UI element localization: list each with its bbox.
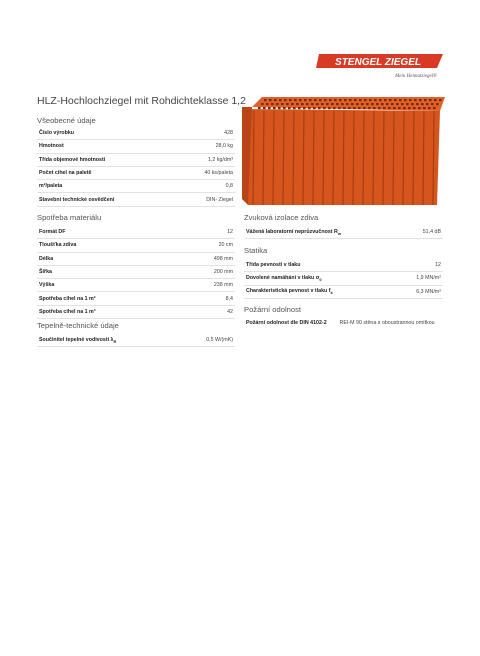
brick-hole xyxy=(383,107,386,109)
brick-hole xyxy=(301,103,304,105)
brick-hole xyxy=(366,103,369,105)
brick-hole xyxy=(283,107,286,109)
spec-value: 1,2 kg/dm³ xyxy=(177,153,235,166)
brick-hole xyxy=(294,99,297,101)
spec-row xyxy=(244,285,443,298)
brick-hole xyxy=(434,99,437,101)
brick-hole xyxy=(389,99,392,101)
brick-hole xyxy=(406,103,409,105)
spec-row xyxy=(37,140,235,153)
brick-hole xyxy=(298,107,301,109)
brick-hole xyxy=(353,107,356,109)
brick-hole xyxy=(319,99,322,101)
brick-hole xyxy=(309,99,312,101)
brick-hole xyxy=(421,103,424,105)
brick-hole xyxy=(329,99,332,101)
thermal-label-sub: R xyxy=(113,338,117,344)
spec-row xyxy=(37,239,235,252)
brick-hole xyxy=(416,103,419,105)
spec-value: 8,4 xyxy=(180,292,235,305)
spec-row xyxy=(244,272,443,285)
acoustic-label-sub: w xyxy=(337,230,341,236)
brick-hole xyxy=(326,103,329,105)
brick-hole xyxy=(293,107,296,109)
brick-hole xyxy=(433,107,436,109)
brick-hole xyxy=(423,107,426,109)
brick-hole xyxy=(338,107,341,109)
brick-hole xyxy=(308,107,311,109)
brick-hole xyxy=(334,99,337,101)
brick-hole xyxy=(289,99,292,101)
spec-row xyxy=(37,279,235,292)
brick-product-image xyxy=(242,95,445,205)
brick-hole xyxy=(361,103,364,105)
logo-tagline-text: Mein Heimatziegel® xyxy=(395,74,437,79)
brick-hole xyxy=(304,99,307,101)
stengel-ziegel-logo xyxy=(316,52,446,82)
brick-hole xyxy=(276,103,279,105)
general-heading: Všeobecné údaje xyxy=(37,116,96,125)
brick-hole xyxy=(311,103,314,105)
spec-label-sub: 0 xyxy=(319,276,322,282)
spec-row xyxy=(37,127,235,140)
brick-hole xyxy=(288,107,291,109)
brick-hole xyxy=(379,99,382,101)
thermal-row xyxy=(37,334,235,347)
brick-hole xyxy=(296,103,299,105)
brick-hole xyxy=(394,99,397,101)
spec-value: 28,0 kg xyxy=(177,140,235,153)
spec-row xyxy=(37,305,235,318)
brick-hole xyxy=(303,107,306,109)
brick-hole xyxy=(396,103,399,105)
brick-hole xyxy=(341,103,344,105)
acoustic-heading: Zvuková izolace zdiva xyxy=(244,213,319,222)
brick-hole xyxy=(261,103,264,105)
brick-hole xyxy=(281,103,284,105)
brick-hole xyxy=(391,103,394,105)
spec-label: Charakteristická pevnost v tlaku f xyxy=(246,288,331,295)
spec-value: 12 xyxy=(180,226,235,239)
brick-hole xyxy=(439,99,442,101)
brick-hole xyxy=(264,99,267,101)
thermal-value: 0,5 W/(mK) xyxy=(181,334,235,347)
spec-label: Třída objemové hmotnosti xyxy=(39,156,106,163)
brick-hole xyxy=(306,103,309,105)
brick-hole xyxy=(368,107,371,109)
brick-hole xyxy=(404,99,407,101)
brick-hole xyxy=(374,99,377,101)
brick-hole xyxy=(384,99,387,101)
brick-hole xyxy=(348,107,351,109)
brick-hole xyxy=(343,107,346,109)
brick-hole xyxy=(263,107,266,109)
statics-heading: Statika xyxy=(244,246,268,255)
fire-row xyxy=(244,317,447,329)
brick-hole xyxy=(386,103,389,105)
brick-hole xyxy=(318,107,321,109)
brick-hole xyxy=(258,107,261,109)
brick-hole xyxy=(278,107,281,109)
fire-table xyxy=(244,317,447,329)
brick-hole xyxy=(328,107,331,109)
spec-value: 20 cm xyxy=(180,239,235,252)
statics-table xyxy=(244,259,443,299)
brick-hole xyxy=(408,107,411,109)
brick-hole xyxy=(268,107,271,109)
brick-hole xyxy=(393,107,396,109)
brick-hole xyxy=(419,99,422,101)
spec-row xyxy=(37,193,235,206)
brick-hole xyxy=(274,99,277,101)
fire-label: Požární odolnost dle DIN 4102-2 xyxy=(246,320,327,327)
brick-hole xyxy=(373,107,376,109)
general-table xyxy=(37,127,235,207)
spec-value: 428 xyxy=(177,127,235,140)
brick-hole xyxy=(359,99,362,101)
brick-hole xyxy=(344,99,347,101)
brick-hole xyxy=(321,103,324,105)
brick-hole xyxy=(429,99,432,101)
spec-row xyxy=(37,226,235,239)
logo-brand-text: STENGEL ZIEGEL xyxy=(335,57,421,68)
spec-value: 238 mm xyxy=(180,279,235,292)
brick-hole xyxy=(363,107,366,109)
thermal-label: Součinitel tepelné vodivosti λ xyxy=(39,336,114,343)
brick-hole xyxy=(349,99,352,101)
brick-hole xyxy=(371,103,374,105)
thermal-heading: Tepelně-technické údaje xyxy=(37,321,119,330)
brick-hole xyxy=(336,103,339,105)
brick-hole xyxy=(299,99,302,101)
brick-hole xyxy=(316,103,319,105)
brick-hole xyxy=(273,107,276,109)
spec-value: 6,3 MN/m² xyxy=(395,285,443,298)
spec-value: 0,8 xyxy=(177,180,235,193)
consumption-heading: Spotřeba materiálu xyxy=(37,213,102,222)
spec-value: 40 ks/paleta xyxy=(177,166,235,179)
spec-value: 42 xyxy=(180,305,235,318)
spec-label: Hmotnost xyxy=(39,143,64,150)
fire-heading: Požární odolnost xyxy=(244,305,301,314)
fire-value: REI-M 90 stěna s oboustrannou omítkou xyxy=(339,320,435,327)
spec-label: Stavební technické osvědčení xyxy=(39,196,115,203)
brick-hole xyxy=(401,103,404,105)
brick-hole xyxy=(403,107,406,109)
spec-label: Číslo výrobku xyxy=(39,130,75,137)
acoustic-row xyxy=(244,226,443,239)
brick-hole xyxy=(356,103,359,105)
brick-hole xyxy=(364,99,367,101)
spec-value: 1,9 MN/m² xyxy=(395,272,443,285)
spec-label: Spotřeba cihel na 1 m³ xyxy=(39,308,96,315)
brick-hole xyxy=(339,99,342,101)
brick-hole xyxy=(399,99,402,101)
brick-hole xyxy=(369,99,372,101)
brick-hole xyxy=(418,107,421,109)
spec-row xyxy=(37,153,235,166)
brick-hole xyxy=(346,103,349,105)
acoustic-label: Vážená laboratorní neprůzvučnost R xyxy=(246,228,338,235)
brick-hole xyxy=(376,103,379,105)
brick-hole xyxy=(424,99,427,101)
brick-hole xyxy=(333,107,336,109)
brick-hole xyxy=(313,107,316,109)
spec-row xyxy=(37,166,235,179)
brick-hole xyxy=(409,99,412,101)
brick-hole xyxy=(354,99,357,101)
brick-hole xyxy=(431,103,434,105)
spec-row xyxy=(37,252,235,265)
acoustic-value: 51,4 dB xyxy=(406,226,443,239)
spec-value: 200 mm xyxy=(180,265,235,278)
brick-hole xyxy=(351,103,354,105)
brick-hole xyxy=(279,99,282,101)
spec-label: Šířka xyxy=(39,269,52,276)
brick-hole xyxy=(331,103,334,105)
spec-row xyxy=(244,259,443,272)
brick-hole xyxy=(323,107,326,109)
spec-row xyxy=(37,265,235,278)
spec-value: DIN- Ziegel xyxy=(177,193,235,206)
brick-hole xyxy=(388,107,391,109)
brick-hole xyxy=(413,107,416,109)
brick-hole xyxy=(436,103,439,105)
brick-hole xyxy=(314,99,317,101)
brick-hole xyxy=(269,99,272,101)
brick-hole xyxy=(378,107,381,109)
spec-row xyxy=(37,292,235,305)
brick-hole xyxy=(426,103,429,105)
spec-value: 498 mm xyxy=(180,252,235,265)
spec-label: Třída pevnosti v tlaku xyxy=(246,262,301,269)
page-title: HLZ-Hochlochziegel mit Rohdichteklasse 1,2 xyxy=(37,95,246,107)
consumption-table xyxy=(37,226,235,319)
brick-hole xyxy=(284,99,287,101)
brick-hole xyxy=(324,99,327,101)
spec-label: Tloušťka zdiva xyxy=(39,242,77,249)
brick-hole xyxy=(428,107,431,109)
brick-hole xyxy=(271,103,274,105)
spec-label-sub: k xyxy=(330,290,333,296)
spec-value: 12 xyxy=(395,259,443,272)
spec-label: Spotřeba cihel na 1 m² xyxy=(39,295,96,302)
spec-label: Délka xyxy=(39,255,54,262)
brick-hole xyxy=(266,103,269,105)
spec-label: m²/paleta xyxy=(39,183,63,190)
brick-hole xyxy=(286,103,289,105)
brick-hole xyxy=(291,103,294,105)
spec-label: Výška xyxy=(39,282,55,289)
spec-row xyxy=(37,180,235,193)
spec-label: Počet cihel na paletě xyxy=(39,170,92,177)
spec-label: Dovolené namáhání v tlaku σ xyxy=(246,274,320,281)
thermal-table xyxy=(37,334,235,347)
brick-hole xyxy=(398,107,401,109)
brick-hole xyxy=(414,99,417,101)
brick-hole xyxy=(358,107,361,109)
brick-hole xyxy=(381,103,384,105)
spec-label: Formát DF xyxy=(39,229,66,236)
acoustic-table xyxy=(244,226,443,239)
brick-hole xyxy=(411,103,414,105)
